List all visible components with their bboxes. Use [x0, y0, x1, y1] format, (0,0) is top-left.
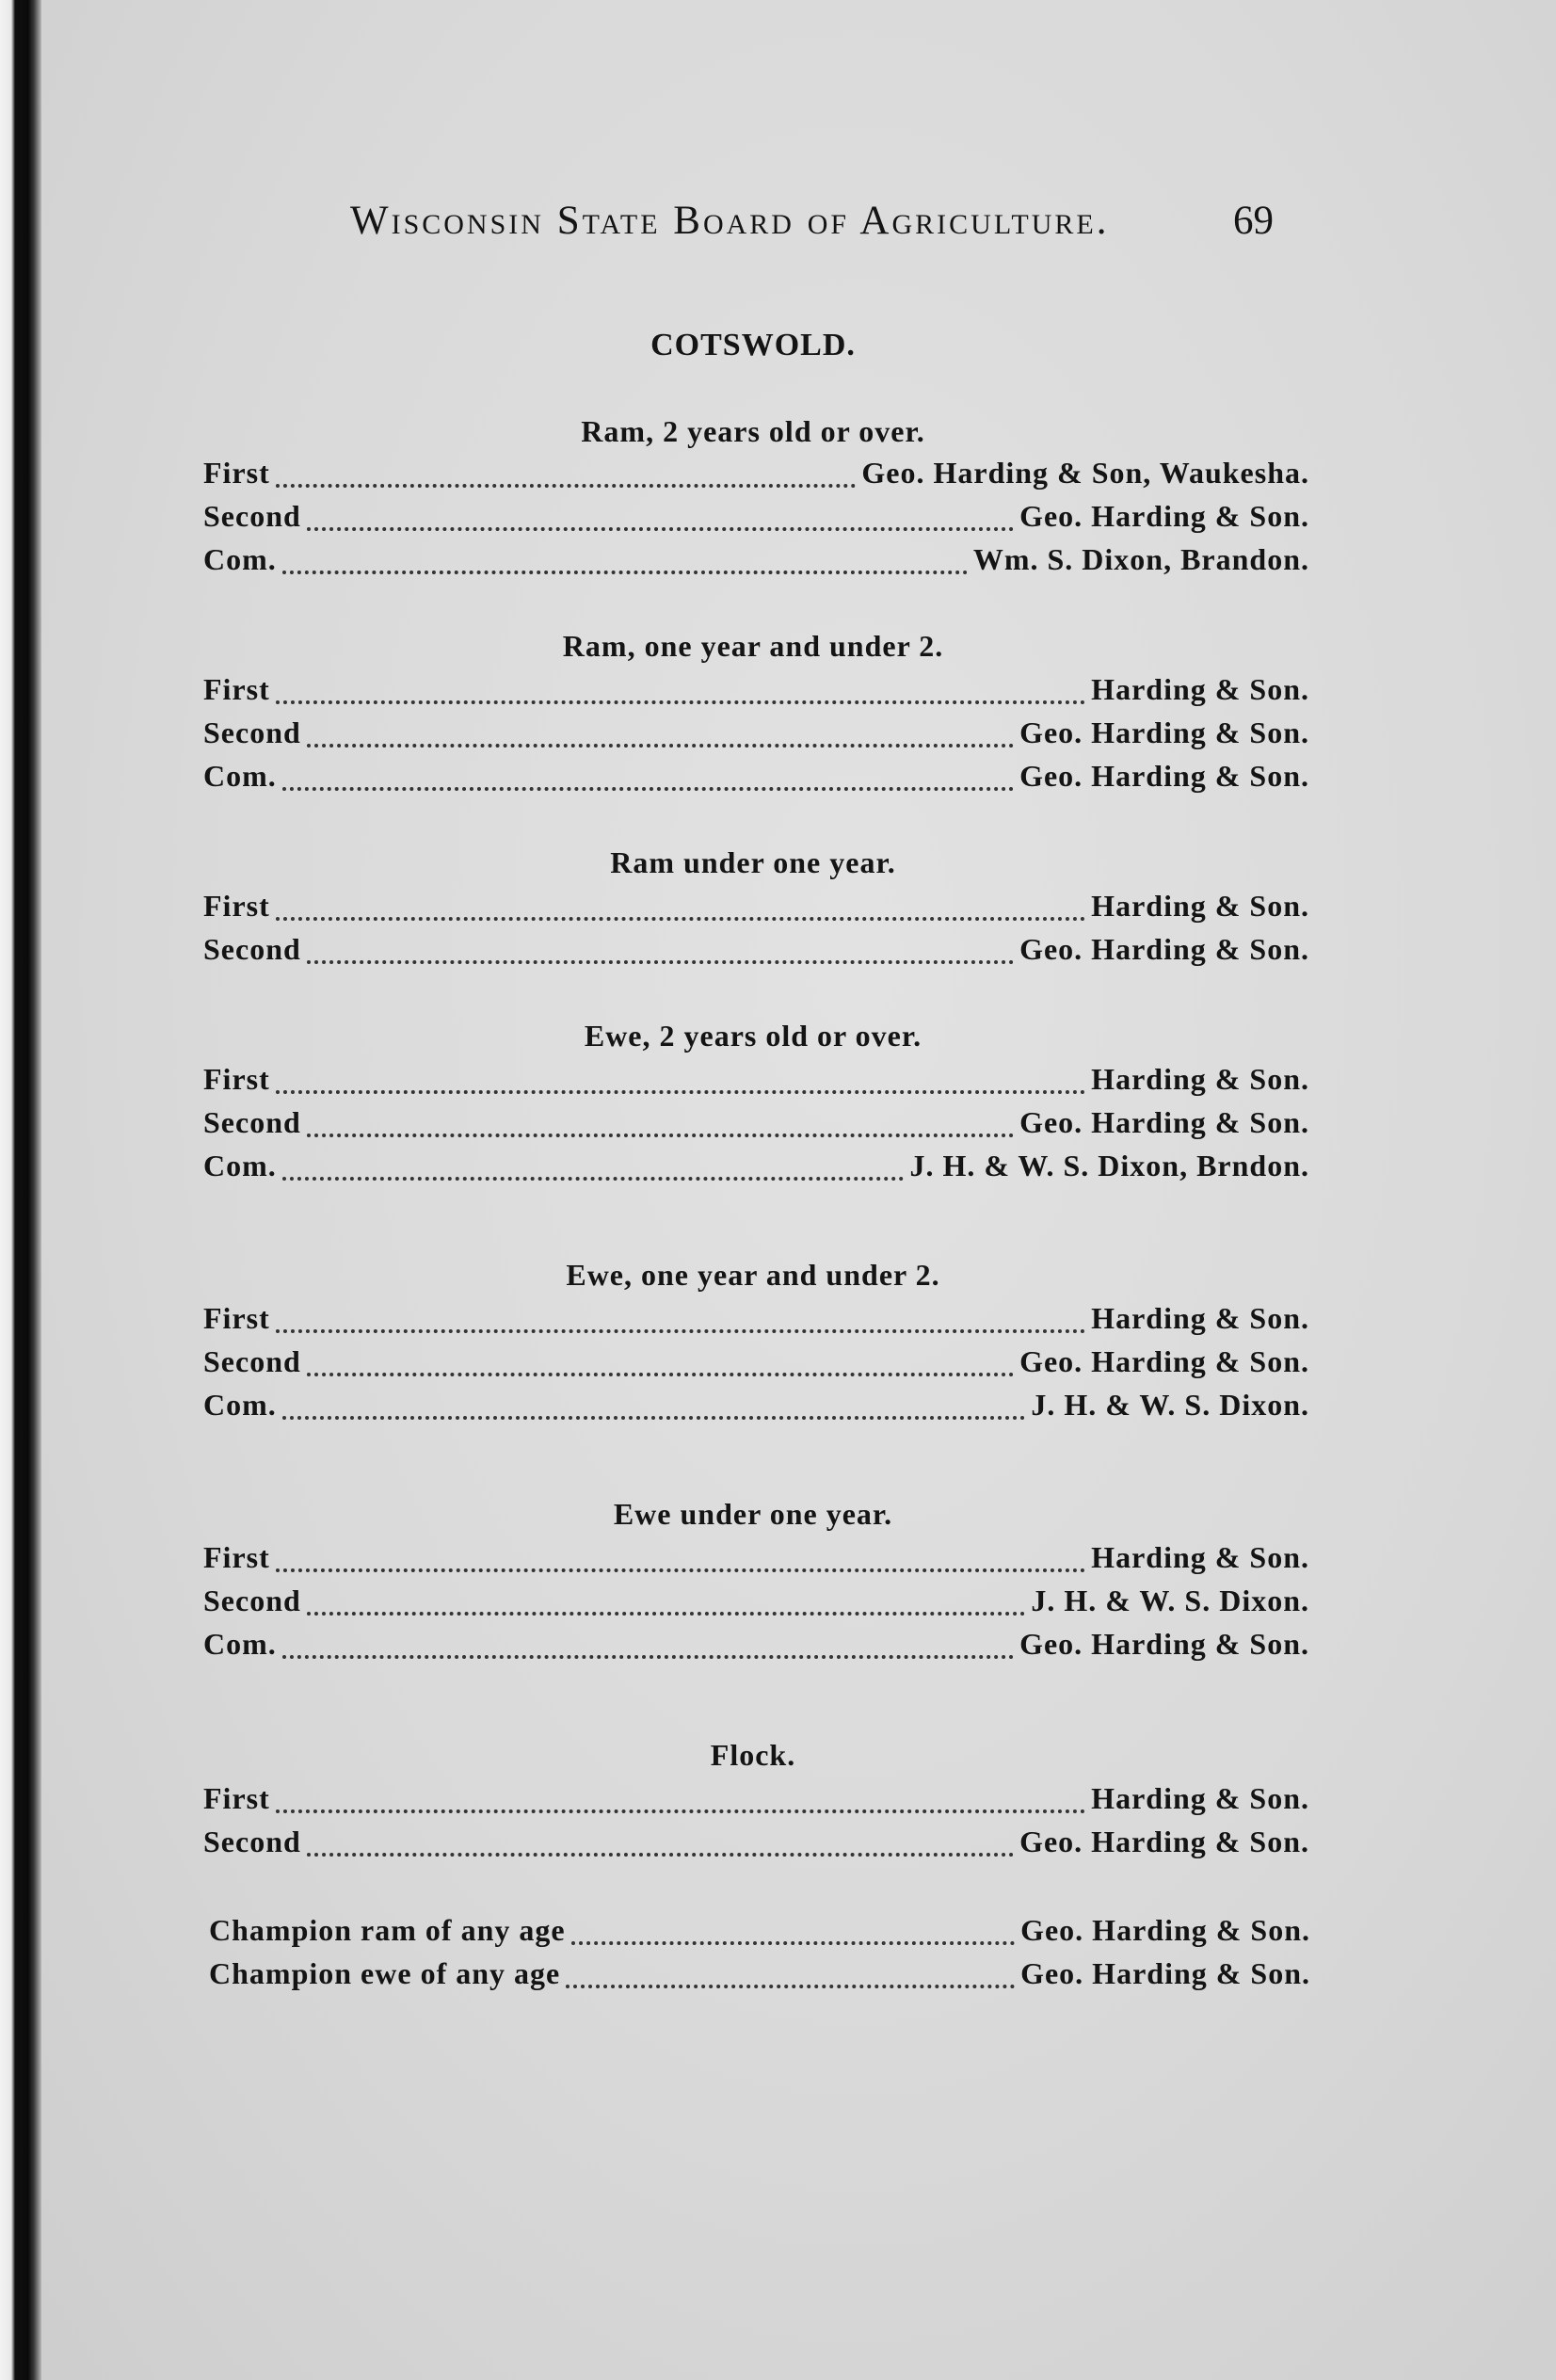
dot-leader [307, 960, 1014, 964]
award-winner: J. H. & W. S. Dixon, Brndon. [909, 1149, 1309, 1182]
dot-leader [566, 1985, 1015, 1988]
award-place: Com. [203, 759, 277, 793]
dot-leader [282, 1416, 1026, 1420]
dot-leader [276, 1329, 1085, 1333]
award-place: Com. [203, 1388, 277, 1422]
award-winner: Geo. Harding & Son. [1019, 1627, 1309, 1661]
award-row [203, 542, 1309, 584]
award-place: Second [203, 1105, 301, 1139]
award-winner: Harding & Son. [1091, 889, 1309, 923]
award-row [203, 672, 1309, 714]
award-winner: Geo. Harding & Son. [1019, 1105, 1309, 1139]
award-winner: Geo. Harding & Son, Waukesha. [861, 456, 1309, 490]
award-place: Second [203, 1584, 301, 1617]
award-row [203, 1825, 1309, 1866]
dot-leader [276, 1568, 1085, 1572]
award-winner: Wm. S. Dixon, Brandon. [972, 542, 1309, 576]
section-title: COTSWOLD. [650, 328, 856, 362]
dot-leader [307, 1134, 1014, 1137]
running-title: Wisconsin State Board of Agriculture. [350, 199, 1110, 243]
award-place: Second [203, 1825, 301, 1858]
champion-award: Champion ewe of any age [209, 1956, 561, 1990]
award-winner: Geo. Harding & Son. [1019, 759, 1309, 793]
dot-leader [307, 1373, 1014, 1376]
dot-leader [276, 484, 857, 488]
award-row [203, 716, 1309, 757]
award-place: Second [203, 932, 301, 966]
award-row [203, 1781, 1309, 1823]
class-heading: Ewe, one year and under 2. [566, 1258, 940, 1292]
champion-winner: Geo. Harding & Son. [1020, 1956, 1310, 1990]
champion-row [209, 1956, 1310, 1998]
award-row [203, 1301, 1309, 1343]
class-heading: Ram under one year. [610, 845, 896, 879]
award-place: First [203, 1781, 270, 1815]
award-winner: Geo. Harding & Son. [1019, 716, 1309, 749]
award-place: Com. [203, 1149, 277, 1182]
award-row [203, 1344, 1309, 1386]
award-place: First [203, 672, 270, 706]
award-winner: Harding & Son. [1091, 1301, 1309, 1335]
award-winner: J. H. & W. S. Dixon. [1031, 1388, 1309, 1422]
dot-leader [571, 1941, 1016, 1945]
award-row [203, 1540, 1309, 1582]
award-place: Com. [203, 542, 277, 576]
award-place: First [203, 1062, 270, 1096]
award-place: First [203, 456, 270, 490]
dot-leader [307, 744, 1014, 748]
book-spine-shadow [0, 0, 41, 2380]
award-winner: J. H. & W. S. Dixon. [1031, 1584, 1309, 1617]
award-winner: Geo. Harding & Son. [1019, 1344, 1309, 1378]
award-winner: Geo. Harding & Son. [1019, 932, 1309, 966]
award-row [203, 456, 1309, 497]
award-row [203, 1062, 1309, 1103]
award-row [203, 759, 1309, 800]
dot-leader [276, 917, 1085, 921]
award-place: First [203, 1540, 270, 1574]
award-place: Second [203, 1344, 301, 1378]
award-row [203, 1584, 1309, 1625]
class-heading: Ewe, 2 years old or over. [584, 1019, 922, 1053]
award-winner: Geo. Harding & Son. [1019, 1825, 1309, 1858]
award-place: Second [203, 499, 301, 533]
award-place: Second [203, 716, 301, 749]
award-row [203, 499, 1309, 540]
award-row [203, 932, 1309, 973]
dot-leader [307, 1612, 1026, 1616]
award-winner: Harding & Son. [1091, 1540, 1309, 1574]
champion-award: Champion ram of any age [209, 1913, 566, 1947]
award-winner: Harding & Son. [1091, 1062, 1309, 1096]
dot-leader [307, 527, 1014, 531]
award-winner: Geo. Harding & Son. [1019, 499, 1309, 533]
award-place: Com. [203, 1627, 277, 1661]
dot-leader [276, 1090, 1085, 1094]
dot-leader [282, 1655, 1014, 1659]
class-heading: Ram, one year and under 2. [562, 629, 944, 663]
award-row [203, 1388, 1309, 1429]
dot-leader [282, 571, 968, 574]
class-heading: Ewe under one year. [613, 1497, 893, 1531]
dot-leader [276, 700, 1085, 704]
dot-leader [276, 1809, 1085, 1813]
award-winner: Harding & Son. [1091, 672, 1309, 706]
award-row [203, 889, 1309, 930]
award-row [203, 1105, 1309, 1147]
award-row [203, 1627, 1309, 1668]
award-place: First [203, 889, 270, 923]
award-place: First [203, 1301, 270, 1335]
award-row [203, 1149, 1309, 1190]
dot-leader [282, 787, 1014, 791]
class-heading: Ram, 2 years old or over. [581, 414, 925, 448]
award-winner: Harding & Son. [1091, 1781, 1309, 1815]
champion-winner: Geo. Harding & Son. [1020, 1913, 1310, 1947]
dot-leader [282, 1177, 905, 1181]
class-heading: Flock. [710, 1738, 796, 1772]
page-number: 69 [1233, 199, 1274, 243]
champion-row [209, 1913, 1310, 1954]
dot-leader [307, 1853, 1014, 1857]
